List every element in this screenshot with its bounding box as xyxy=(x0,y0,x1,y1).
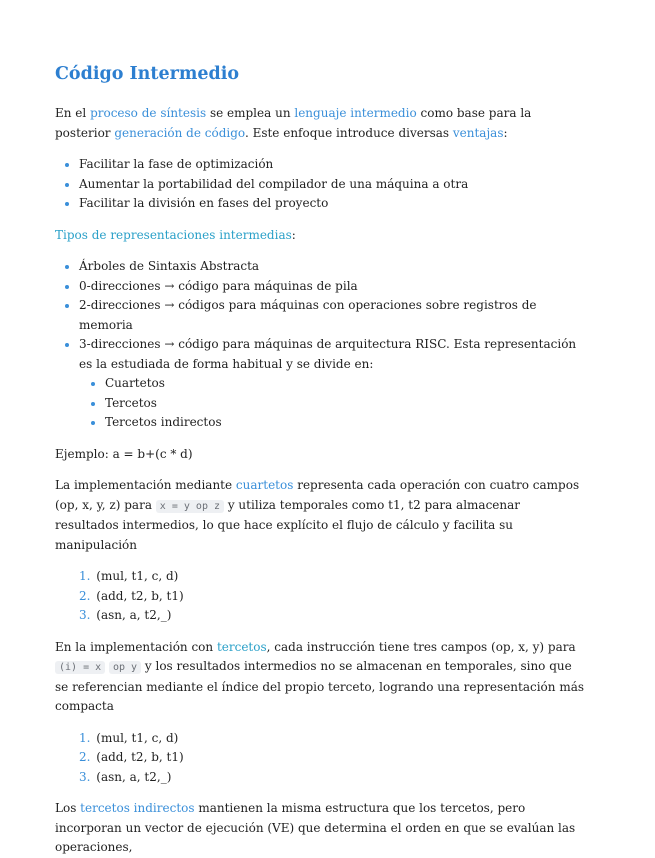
list-item xyxy=(79,768,585,788)
types-heading-colon: : xyxy=(291,227,296,242)
types-heading xyxy=(55,226,585,246)
inline-code: x = y op z xyxy=(156,500,224,513)
item-text: (add, t2, b, t1) xyxy=(96,750,184,764)
item-text: (mul, t1, c, d) xyxy=(96,730,179,745)
intro-text-2: se emplea un xyxy=(206,106,295,120)
item-number: 1. xyxy=(79,569,91,583)
tercetos-text-2: , cada instrucción tiene tres campos (op, x, y) para xyxy=(266,639,576,654)
list-item: Facilitar la fase de optimización xyxy=(79,155,585,175)
item-text: (add, t2, b, t1) xyxy=(96,588,184,603)
sub-list-item: Cuartetos xyxy=(105,374,585,394)
list-item xyxy=(79,335,585,433)
list-item: Árboles de Sintaxis Abstracta xyxy=(79,257,585,277)
three-address-sublist xyxy=(79,374,585,433)
list-item xyxy=(79,587,585,607)
indirectos-text-2: mantienen la misma estructura que los tercetos, pero incorporan un vector de ejecución (VE) que determina el orden en que se evalúan las operaciones, xyxy=(55,801,576,854)
item-number: 3. xyxy=(79,769,91,784)
list-item xyxy=(79,606,585,626)
cuartetos-text-3: y utiliza temporales como t1, t2 para almacenar resultados intermedios, lo que hace explícito el flujo de cálculo y facilita su manipulación xyxy=(55,497,521,552)
inline-code: op y xyxy=(109,661,141,674)
page-title: Código Intermedio xyxy=(55,64,240,84)
tercetos-list xyxy=(55,729,585,788)
link-tercetos-indirectos[interactable]: tercetos indirectos xyxy=(80,801,195,815)
example-line: Ejemplo: a = b+(c * d) xyxy=(55,446,193,461)
types-list xyxy=(55,257,585,433)
tercetos-paragraph xyxy=(55,638,585,717)
link-lenguaje-intermedio[interactable]: lenguaje intermedio xyxy=(294,106,417,120)
intro-text-4: . Este enfoque introduce diversas xyxy=(244,125,453,140)
indirectos-paragraph xyxy=(55,799,585,858)
item-number: 2. xyxy=(79,750,91,764)
list-item xyxy=(79,748,585,768)
list-item: 2-direcciones → códigos para máquinas con operaciones sobre registros de memoria xyxy=(79,296,585,335)
sub-list-item: Tercetos xyxy=(105,394,585,414)
item-number: 3. xyxy=(79,608,91,622)
indirectos-text-1: Los xyxy=(55,801,81,815)
intro-text-1: En el xyxy=(55,106,91,120)
list-item-text: 3-direcciones → código para máquinas de arquitectura RISC. Esta representación es la estudiada de forma habitual y se divide en: xyxy=(79,337,577,371)
sub-list-item: Tercetos indirectos xyxy=(105,413,585,433)
intro-text-3: como base para la posterior xyxy=(55,106,532,140)
intro-paragraph xyxy=(55,104,585,143)
list-item: 0-direcciones → código para máquinas de pila xyxy=(79,277,585,297)
cuartetos-text-2: representa cada operación con cuatro campos (op, x, y, z) para xyxy=(55,478,580,512)
advantages-list xyxy=(55,155,585,214)
item-text: (mul, t1, c, d) xyxy=(96,569,179,583)
cuartetos-text-1: La implementación mediante xyxy=(55,478,236,492)
list-item: Aumentar la portabilidad del compilador de una máquina a otra xyxy=(79,175,585,195)
link-generacion-codigo[interactable]: generación de código xyxy=(114,125,245,140)
list-item xyxy=(79,567,585,587)
item-number: 1. xyxy=(79,730,91,745)
link-cuartetos[interactable]: cuartetos xyxy=(235,478,294,492)
list-item xyxy=(79,729,585,749)
inline-code: (i) = x xyxy=(55,661,105,674)
item-text: (asn, a, t2,_) xyxy=(96,608,172,622)
cuartetos-list xyxy=(55,567,585,626)
item-number: 2. xyxy=(79,588,91,603)
cuartetos-paragraph xyxy=(55,476,585,555)
link-ventajas[interactable]: ventajas xyxy=(452,125,504,140)
link-tercetos[interactable]: tercetos xyxy=(216,639,267,654)
link-proceso-sintesis[interactable]: proceso de síntesis xyxy=(90,106,207,120)
tercetos-text-1: En la implementación con xyxy=(55,639,217,654)
link-tipos-representaciones[interactable]: Tipos de representaciones intermedias xyxy=(55,227,292,242)
intro-text-5: : xyxy=(503,125,508,140)
list-item: Facilitar la división en fases del proyecto xyxy=(79,194,585,214)
tercetos-text-3: y los resultados intermedios no se almacenan en temporales, sino que se referencian mediante el índice del propio terceto, logrando una representación más compacta xyxy=(55,659,585,713)
item-text: (asn, a, t2,_) xyxy=(96,769,172,784)
